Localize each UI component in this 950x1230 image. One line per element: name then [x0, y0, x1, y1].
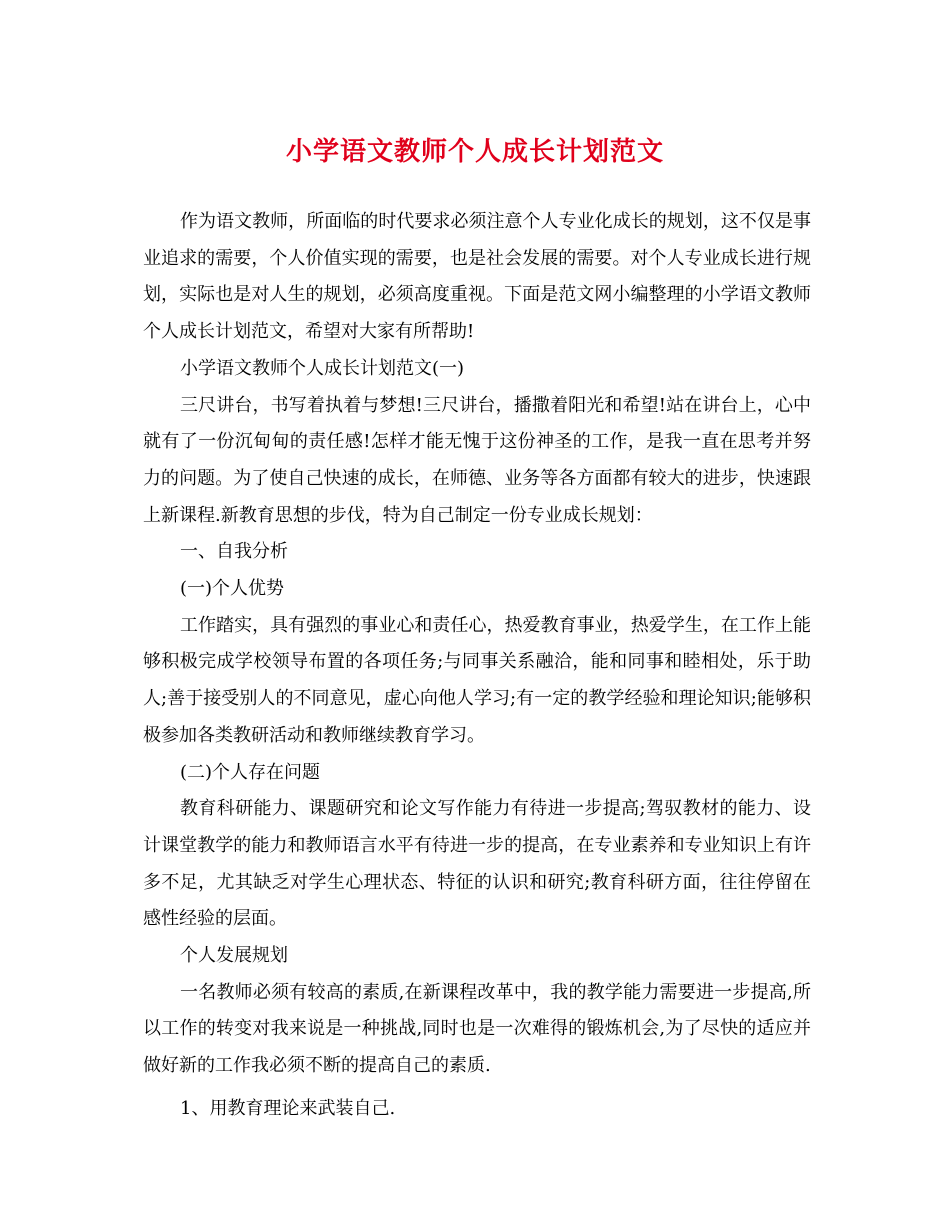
- list-item: 1、用教育理论来武装自己.: [180, 1097, 396, 1119]
- section-heading: 小学语文教师个人成长计划范文(一): [180, 357, 465, 379]
- document-body: [143, 204, 811, 1128]
- body-paragraph: 工作踏实，具有强烈的事业心和责任心，热爱教育事业，热爱学生，在工作上能够积极完成学校领导布置的各项任务;与同事关系融洽，能和同事和睦相处，乐于助人;善于接受别人的不同意见，虚心向他人学习;有一定的教学经验和理论知识;能够积极参加各类教研活动和教师继续教育学习。: [143, 614, 811, 746]
- body-paragraph: 教育科研能力、课题研究和论文写作能力有待进一步提高;驾驭教材的能力、设计课堂教学的能力和教师语言水平有待进一步的提高，在专业素养和专业知识上有许多不足，尤其缺乏对学生心理状态、特征的认识和研究;教育科研方面，往往停留在感性经验的层面。: [143, 798, 811, 930]
- subsection-heading: (二)个人存在问题: [180, 761, 321, 783]
- body-paragraph: 一名教师必须有较高的素质,在新课程改革中，我的教学能力需要进一步提高,所以工作的转变对我来说是一种挑战,同时也是一次难得的锻炼机会,为了尽快的适应并做好新的工作我必须不断的提高自己的素质.: [143, 981, 811, 1077]
- section-heading: 一、自我分析: [180, 541, 288, 563]
- subsection-heading: (一)个人优势: [180, 578, 285, 600]
- body-paragraph: 三尺讲台，书写着执着与梦想!三尺讲台，播撒着阳光和希望!站在讲台上，心中就有了一份沉甸甸的责任感!怎样才能无愧于这份神圣的工作，是我一直在思考并努力的问题。为了使自己快速的成长，在师德、业务等各方面都有较大的进步，快速跟上新课程.新教育思想的步伐，特为自己制定一份专业成长规划：: [143, 394, 811, 526]
- document-title: 小学语文教师个人成长计划范文: [285, 137, 664, 167]
- section-heading: 个人发展规划: [180, 945, 288, 967]
- intro-paragraph: 作为语文教师，所面临的时代要求必须注意个人专业化成长的规划，这不仅是事业追求的需要，个人价值实现的需要，也是社会发展的需要。对个人专业成长进行规划，实际也是对人生的规划，必须高度重视。下面是范文网小编整理的小学语文教师个人成长计划范文，希望对大家有所帮助!: [143, 211, 811, 343]
